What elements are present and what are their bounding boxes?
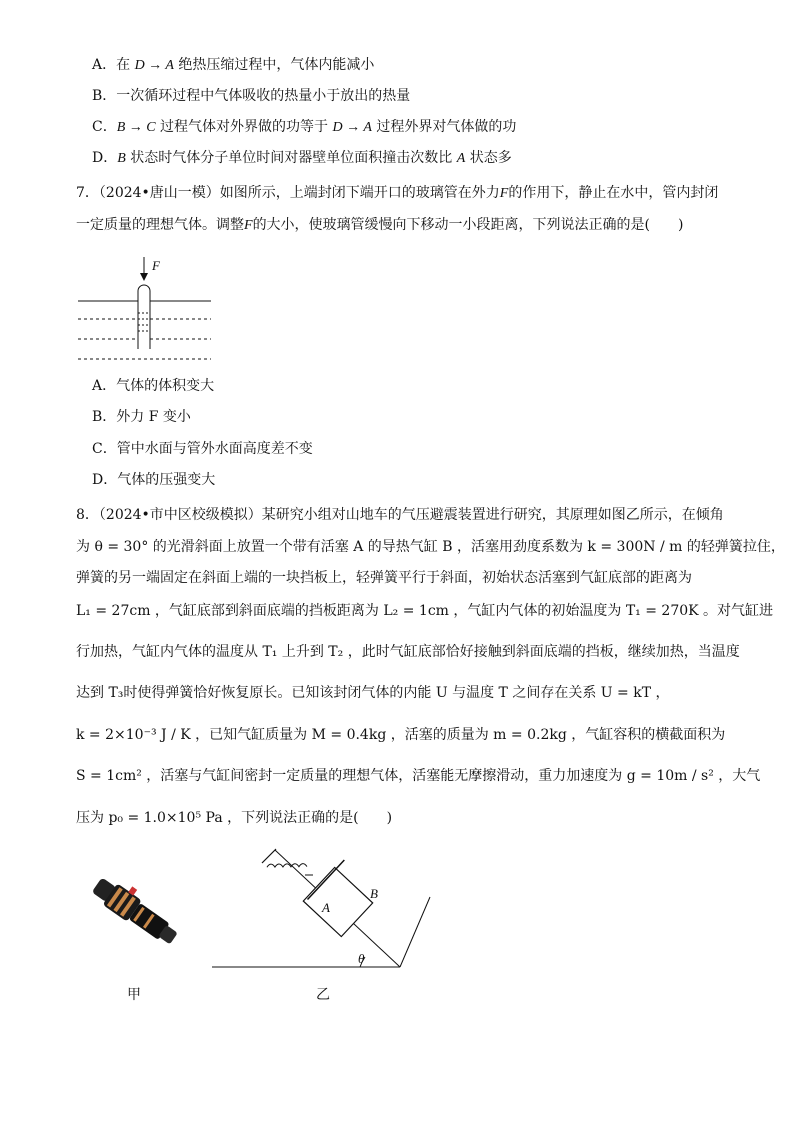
q7-option-a: A．气体的体积变大 [92,378,215,394]
q7-stem-line1: 7．（2024•唐山一模）如图所示，上端封闭下端开口的玻璃管在外力F的作用下，静止在水中，管内封闭 [76,185,719,201]
q6-option-c: C．B → C 过程气体对外界做的功等于 D → A 过程外界对气体做的功 [92,119,517,135]
q7-option-d: D．气体的压强变大 [92,472,216,488]
q8-line3: 弹簧的另一端固定在斜面上端的一块挡板上，轻弹簧平行于斜面，初始状态活塞到气缸底部的距离为 [76,570,692,586]
q8-line1: 8．（2024•市中区校级模拟）某研究小组对山地车的气压避震装置进行研究，其原理如图乙所示，在倾角 [76,507,724,523]
q7-option-c: C．管中水面与管外水面高度差不变 [92,441,313,457]
piston-label-a: A [322,900,330,915]
angle-label-theta: θ [358,951,365,966]
cylinder-label-b: B [370,886,378,901]
q8-line7: k = 2×10⁻³ J / K ，已知气缸质量为 M = 0.4kg ，活塞的质量为 m = 0.2kg ，气缸容积的横截面积为 [76,727,726,743]
figure-yi-caption: 乙 [316,987,330,1003]
q7-tube-diagram [76,255,216,365]
q8-line2: 为 θ = 30° 的光滑斜面上放置一个带有活塞 A 的导热气缸 B ，活塞用劲度系数为 k = 300N / m 的轻弹簧拉住， [76,539,785,555]
q6-option-d: D．B 状态时气体分子单位时间对器壁单位面积撞击次数比 A 状态多 [92,150,512,166]
q6-option-b: B．一次循环过程中气体吸收的热量小于放出的热量 [92,88,411,104]
figure-jia-caption: 甲 [127,987,141,1003]
q8-line4: L₁ = 27cm ，气缸底部到斜面底端的挡板距离为 L₂ = 1cm ，气缸内气体的初始温度为 T₁ = 270K 。对气缸进 [76,603,774,619]
q6-option-a: A．在 D → A 绝热压缩过程中，气体内能减小 [92,57,375,73]
q7-option-b: B．外力 F 变小 [92,409,191,425]
q7-stem-line2: 一定质量的理想气体。调整F的大小，使玻璃管缓慢向下移动一小段距离，下列说法正确的是( ) [76,217,684,233]
q8-line8: S = 1cm² ，活塞与气缸间密封一定质量的理想气体，活塞能无摩擦滑动，重力加速度为 g = 10m / s² ，大气 [76,768,761,784]
q7-force-label: F [152,258,160,273]
q8-line6: 达到 T₃时使得弹簧恰好恢复原长。已知该封闭气体的内能 U 与温度 T 之间存在关系 U = kT ， [76,685,670,701]
q8-line9: 压为 p₀ = 1.0×10⁵ Pa ，下列说法正确的是( ) [76,810,393,826]
shock-absorber-image [76,870,191,960]
q8-line5: 行加热，气缸内气体的温度从 T₁ 上升到 T₂ ，此时气缸底部恰好接触到斜面底端的挡板，继续加热，当温度 [76,644,740,660]
